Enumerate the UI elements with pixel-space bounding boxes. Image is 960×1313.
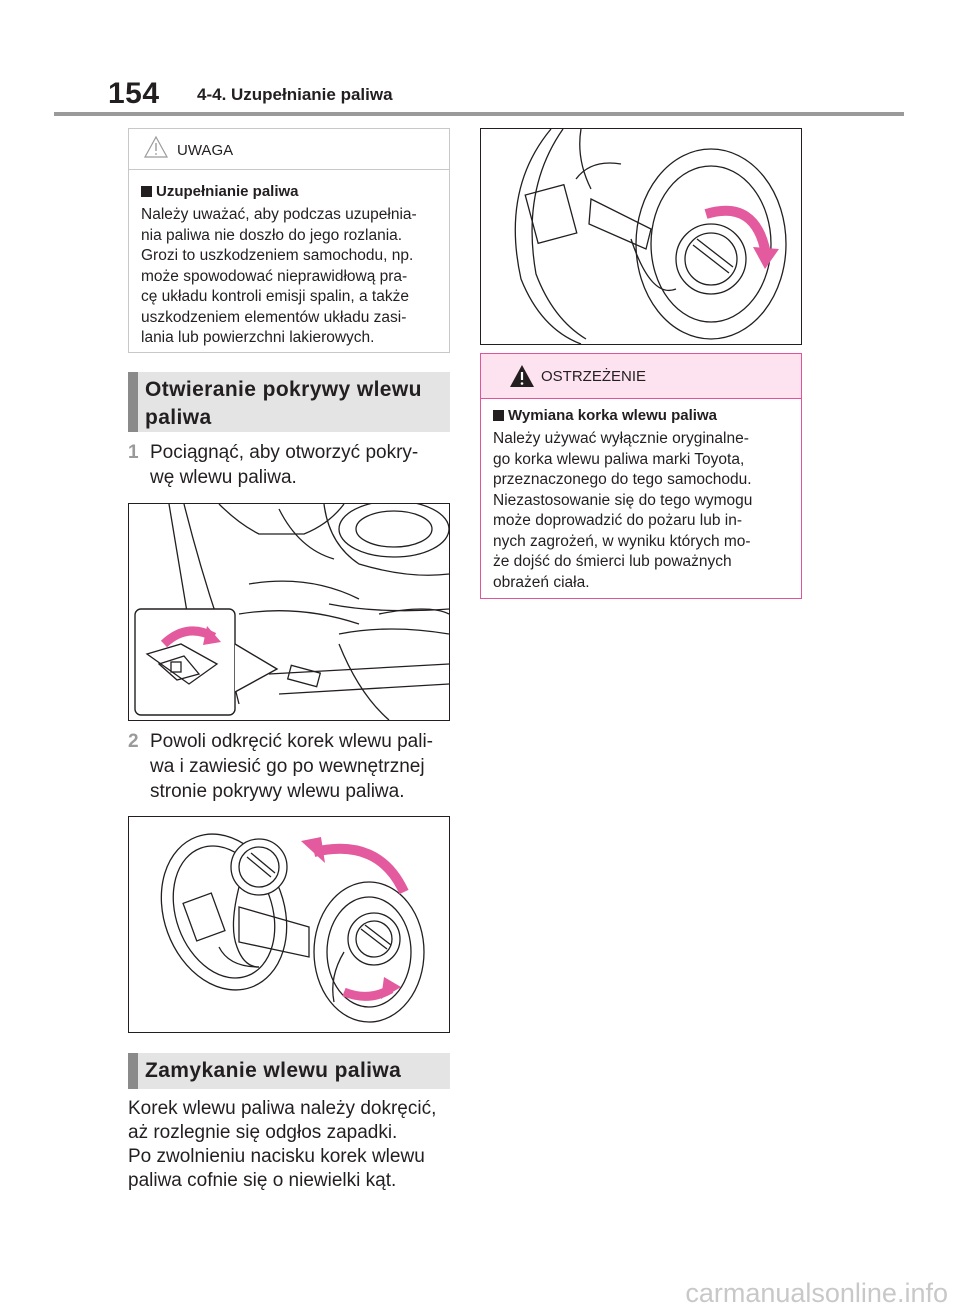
warning-subtitle: Wymiana korka wlewu paliwa xyxy=(493,407,801,424)
step-number: 1 xyxy=(128,442,139,463)
section-heading-opening: Otwieranie pokrywy wlewu paliwa xyxy=(128,372,450,432)
warning-header xyxy=(481,354,801,399)
fuel-cap-closing-illustration xyxy=(481,129,801,344)
step-text: Powoli odkręcić korek wlewu pali- wa i zawiesić go po wewnętrznej stronie pokrywy wlewu paliwa. xyxy=(150,731,433,802)
caution-box xyxy=(128,128,450,353)
step-text: Pociągnąć, aby otworzyć pokry- wę wlewu paliwa. xyxy=(150,442,419,488)
warning-title: OSTRZEŻENIE xyxy=(541,368,647,385)
header-divider xyxy=(54,112,904,116)
fuel-cap-removal-illustration xyxy=(129,817,449,1032)
step-1 xyxy=(128,440,438,490)
step-number: 2 xyxy=(128,731,139,752)
figure-tighten-fuel-cap xyxy=(480,128,802,345)
section-title: 4-4. Uzupełnianie paliwa xyxy=(197,85,393,104)
step-2 xyxy=(128,729,438,804)
caution-title: UWAGA xyxy=(177,142,234,159)
caution-triangle-icon xyxy=(143,135,169,159)
warning-box xyxy=(480,353,802,599)
figure-fuel-door-lever xyxy=(128,503,450,721)
watermark: carmanualsonline.info xyxy=(685,1278,948,1308)
caution-text: Należy uważać, aby podczas uzupełnia- nia paliwa nie doszło do jego rozlania. Grozi to uszkodzeniem samochodu, np. może spowodować nieprawidłową pra- cę układu kontroli emisji spalin, a także uszkodzeniem elementów układu zasi- lania lub powierzchni lakierowych. xyxy=(141,206,417,346)
square-bullet-icon xyxy=(493,410,504,421)
square-bullet-icon xyxy=(141,186,152,197)
warning-triangle-icon xyxy=(509,364,535,388)
figure-remove-fuel-cap xyxy=(128,816,450,1033)
caution-header xyxy=(129,129,449,170)
section-heading-closing: Zamykanie wlewu paliwa xyxy=(128,1053,450,1089)
page-number: 154 xyxy=(108,77,160,110)
caution-subtitle: Uzupełnianie paliwa xyxy=(141,183,449,200)
move-arrow-icon xyxy=(314,849,404,892)
car-interior-illustration xyxy=(129,504,449,720)
closing-paragraph: Korek wlewu paliwa należy dokręcić, aż rozlegnie się odgłos zapadki. Po zwolnieniu nacisku korek wlewu paliwa cofnie się o niewielki kąt. xyxy=(128,1098,437,1191)
warning-text: Należy używać wyłącznie oryginalne- go korka wlewu paliwa marki Toyota, przeznaczonego do tego samochodu. Niezastosowanie się do tego wymogu może doprowadzić do pożaru lub in- nych zagrożeń, w wyniku których mo- że dojść do śmierci lub poważnych obrażeń ciała. xyxy=(493,430,753,591)
